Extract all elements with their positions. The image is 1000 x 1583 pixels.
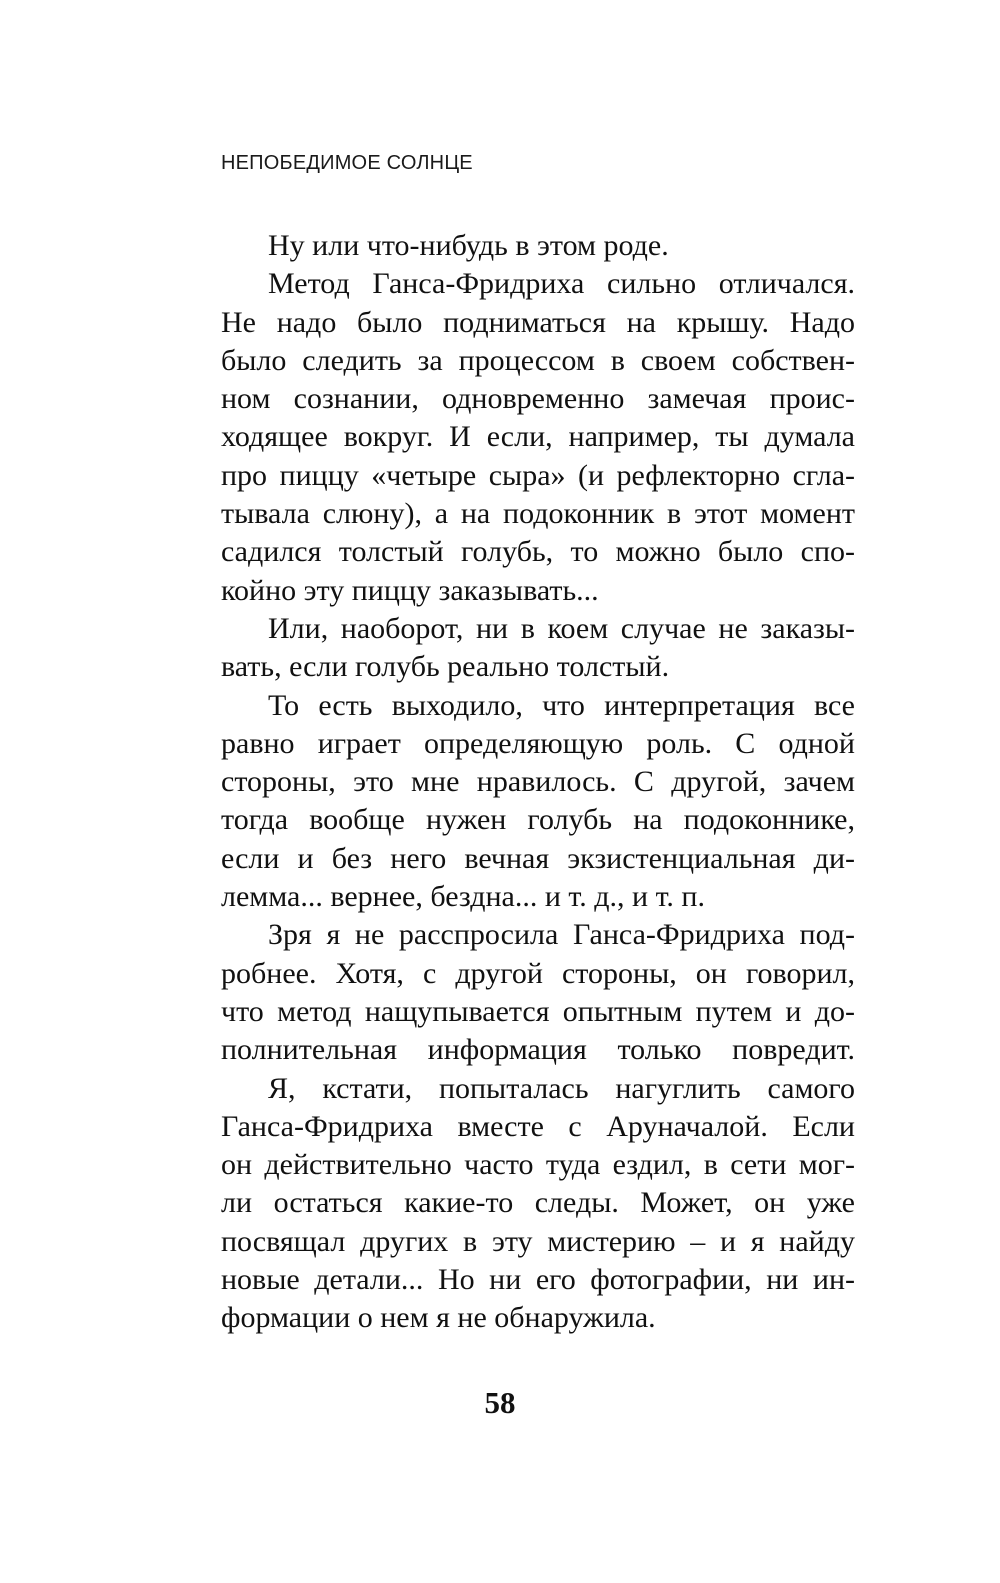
text-line: вать, если голубь реально толстый. xyxy=(221,650,670,684)
text-line: новые детали... Но ни его фотографии, ни ин- xyxy=(221,1263,855,1297)
text-line: робнее. Хотя, с другой стороны, он говорил, xyxy=(221,956,855,990)
text-line: формации о нем я не обнаружила. xyxy=(221,1301,656,1335)
text-line: ли остаться какие-то следы. Может, он уже xyxy=(221,1186,855,1220)
text-line: Ну или что-нибудь в этом роде. xyxy=(268,229,669,262)
text-line: Не надо было подниматься на крышу. Надо xyxy=(221,305,855,339)
page-number: 58 xyxy=(484,1385,516,1420)
text-line: Ганса-Фридриха вместе с Аруначалой. Если xyxy=(221,1109,855,1143)
running-head: НЕПОБЕДИМОЕ СОЛНЦЕ xyxy=(221,152,473,174)
text-line: Зря я не расспросила Ганса-Фридриха под- xyxy=(268,918,855,952)
text-line: Метод Ганса-Фридриха сильно отличался. xyxy=(268,267,855,301)
text-line: полнительная информация только повредит. xyxy=(221,1033,855,1067)
text-line: То есть выходило, что интерпретация все xyxy=(268,688,855,722)
text-line: про пиццу «четыре сыра» (и рефлекторно сгла- xyxy=(221,458,855,492)
text-line: посвящал других в эту мистерию – и я найду xyxy=(221,1224,855,1258)
text-line: стороны, это мне нравилось. С другой, зачем xyxy=(221,765,855,799)
text-line: если и без него вечная экзистенциальная ди- xyxy=(221,841,855,875)
body-text xyxy=(221,227,855,1338)
text-line: ном сознании, одновременно замечая проис- xyxy=(221,382,855,416)
text-line: тывала слюну), а на подоконник в этот момент xyxy=(221,497,855,531)
text-line: ходящее вокруг. И если, например, ты думала xyxy=(221,420,855,454)
text-line: лемма... вернее, бездна... и т. д., и т. п. xyxy=(221,880,705,914)
text-line: Или, наоборот, ни в коем случае не заказы- xyxy=(268,611,855,645)
text-line: что метод нащупывается опытным путем и до- xyxy=(221,994,855,1028)
text-line: садился толстый голубь, то можно было спо- xyxy=(221,535,855,569)
text-line: тогда вообще нужен голубь на подоконнике, xyxy=(221,803,855,837)
text-line: он действительно часто туда ездил, в сети мог- xyxy=(221,1148,855,1182)
text-line: Я, кстати, попыталась нагуглить самого xyxy=(268,1071,855,1105)
text-line: равно играет определяющую роль. С одной xyxy=(221,726,855,760)
text-line: койно эту пиццу заказывать... xyxy=(221,573,599,607)
text-line: было следить за процессом в своем собствен- xyxy=(221,343,855,377)
